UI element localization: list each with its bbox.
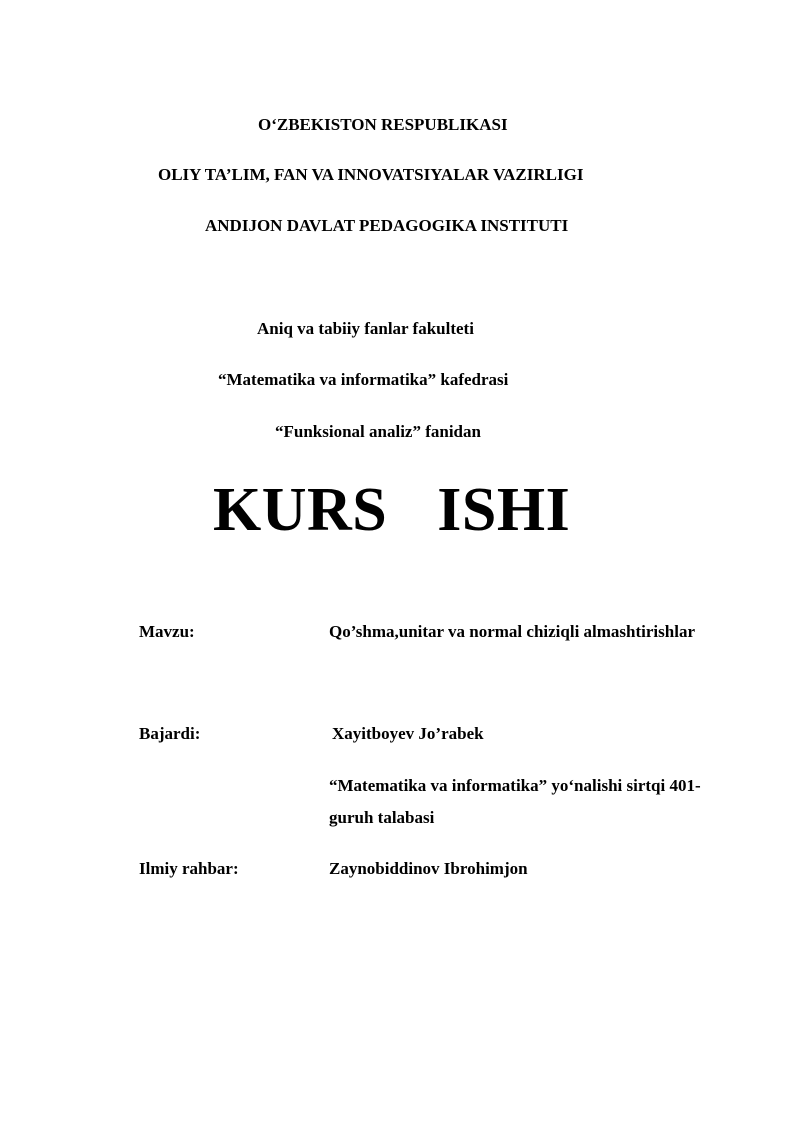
topic-label: Mavzu: [139,622,195,641]
document-title-word-2: ISHI [437,476,571,544]
advisor-name: Zaynobiddinov Ibrohimjon [329,859,528,878]
topic-value: Qo’shma,unitar va normal chiziqli almashtirishlar [329,622,695,641]
document-title-word-1: KURS [213,476,388,544]
institute-heading: ANDIJON DAVLAT PEDAGOGIKA INSTITUTI [205,216,569,235]
author-name: Xayitboyev Jo’rabek [332,724,484,743]
document-title [213,475,570,545]
author-description-line-2: guruh talabasi [329,808,435,827]
author-description-line-1: “Matematika va informatika” yo‘nalishi sirtqi 401- [329,776,701,795]
author-label: Bajardi: [139,724,201,743]
chair-name: “Matematika va informatika” kafedrasi [218,370,509,389]
advisor-label: Ilmiy rahbar: [139,859,239,878]
country-heading: O‘ZBEKISTON RESPUBLIKASI [258,115,508,134]
subject-name: “Funksional analiz” fanidan [275,422,481,441]
ministry-heading: OLIY TA’LIM, FAN VA INNOVATSIYALAR VAZIRLIGI [158,165,584,184]
faculty-name: Aniq va tabiiy fanlar fakulteti [257,319,474,338]
